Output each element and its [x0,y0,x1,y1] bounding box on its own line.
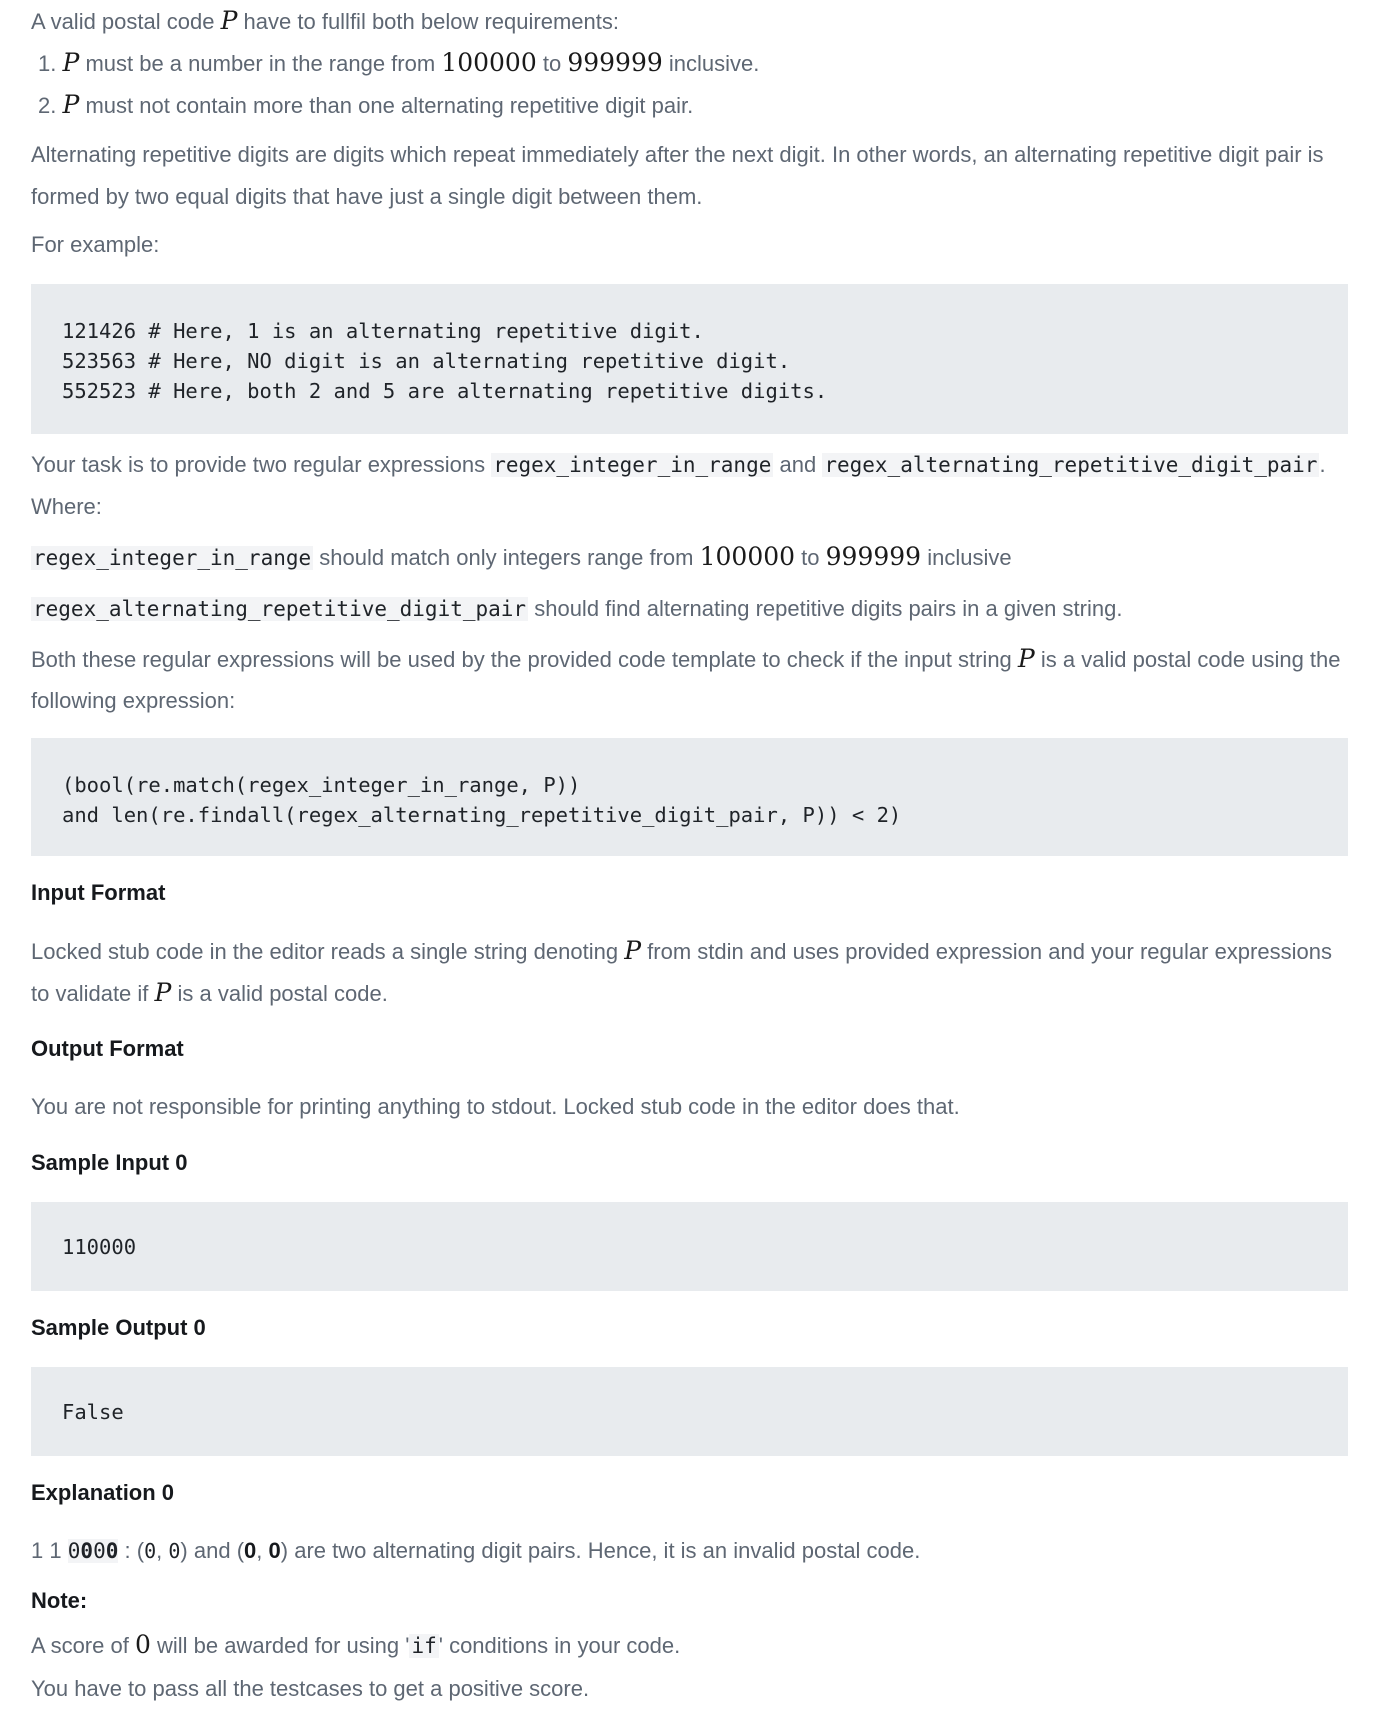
both-text: Both these regular expressions will be used by the provided code template to check if the input string [31,647,1012,672]
requirement-text: must be a number in the range from [85,51,436,76]
input-format-line-1 [31,930,1332,973]
intro-text-tail: have to fullfil both below requirements: [243,9,619,34]
desc-text: to [801,545,820,570]
input-text: Locked stub code in the editor reads a single string denoting [31,939,619,964]
inline-code-regex-range: regex_integer_in_range [33,546,312,570]
code-line: 121426 # Here, 1 is an alternating repetitive digit. [62,319,704,343]
inline-code-regex-range: regex_integer_in_range [493,453,772,477]
note-text: will be awarded for using ' [157,1633,410,1658]
math-upper-bound: 999999 [567,48,663,77]
input-text: to validate if [31,981,149,1006]
note-text: ' conditions in your code. [438,1633,681,1658]
inline-code-regex-pair: regex_alternating_repetitive_digit_pair [824,453,1318,477]
math-var-p: P [220,6,238,35]
input-text: from stdin and uses provided expression and your regular expressions [647,939,1332,964]
list-number: 1. [38,51,57,76]
desc-text: should find alternating repetitive digits pairs in a given string. [534,596,1123,621]
code-line: 523563 # Here, NO digit is an alternating repetitive digit. [62,349,791,373]
digit: 0 [93,1539,106,1563]
where-label: Where: [31,494,102,519]
explanation-line [31,1530,920,1572]
note-line-1 [31,1624,680,1667]
code-line: False [62,1400,124,1424]
math-lower-bound: 100000 [441,48,537,77]
explanation-text: : [124,1538,131,1563]
both-line-2: following expression: [31,688,236,713]
explanation-text: are two alternating digit pairs. Hence, it is an invalid postal code. [294,1538,921,1563]
math-upper-bound: 999999 [825,542,922,571]
math-var-p: P [1017,644,1035,673]
task-text: . [1319,452,1326,477]
explanation-heading: Explanation 0 [31,1480,175,1505]
output-format-heading: Output Format [31,1036,184,1061]
for-example-label: For example: [31,232,160,257]
math-zero: 0 [134,1630,151,1659]
requirement-2 [38,84,693,127]
inline-code-regex-pair: regex_alternating_repetitive_digit_pair [33,597,527,621]
task-text: Your task is to provide two regular expressions [31,452,486,477]
code-line: 552523 # Here, both 2 and 5 are alternating repetitive digits. [62,379,828,403]
intro-line [31,0,619,43]
math-var-p: P [62,90,80,119]
note-text: A score of [31,1633,129,1658]
explanation-text: ) [180,1538,188,1563]
example-code-block [31,284,1348,434]
digit: 1 [49,1538,62,1563]
digit-bold: 0 [80,1539,94,1563]
note-heading: Note: [31,1588,88,1613]
list-number: 2. [38,93,57,118]
digit: 1 [31,1538,44,1563]
math-var-p: P [62,48,80,77]
digit-bold: 0 [105,1539,119,1563]
digit: 0 [67,1539,81,1563]
input-format-heading: Input Format [31,880,166,905]
intro-text: A valid postal code [31,9,215,34]
sample-output-heading: Sample Output 0 [31,1315,206,1340]
requirement-text: inclusive. [668,51,760,76]
digit-bold: 0 [268,1538,281,1563]
explanation-text: and [193,1538,231,1563]
math-var-p: P [624,936,642,965]
highlighted-digits [68,1539,119,1563]
both-line-1 [31,638,1341,681]
both-text: is a valid postal code using the [1040,647,1341,672]
digit: 0 [144,1539,157,1563]
desc-text: inclusive [927,545,1012,570]
math-var-p: P [154,978,172,1007]
math-lower-bound: 100000 [699,542,796,571]
task-line [31,444,1326,486]
output-format-text: You are not responsible for printing anything to stdout. Locked stub code in the editor does that. [31,1094,960,1119]
input-format-line-2 [31,972,388,1015]
sample-input-code-block [31,1202,1348,1291]
code-line: 110000 [62,1235,137,1259]
sample-input-heading: Sample Input 0 [31,1150,188,1175]
regex-range-description [31,536,1012,579]
explanation-text: ) [280,1538,289,1563]
requirement-text: to [542,51,562,76]
code-line: and len(re.findall(regex_alternating_repetitive_digit_pair, P)) < 2) [62,803,902,827]
digit-bold: 0 [244,1538,257,1563]
requirement-1 [38,42,759,85]
digit: 0 [168,1539,181,1563]
explanation-text: , [256,1538,263,1563]
task-text: and [779,452,817,477]
definition-line-1: Alternating repetitive digits are digits which repeat immediately after the next digit. In other words, an alternating repetitive digit pair is [31,142,1324,167]
input-text: is a valid postal code. [177,981,388,1006]
sample-output-code-block [31,1367,1348,1456]
code-line: (bool(re.match(regex_integer_in_range, P)) [62,773,581,797]
regex-pair-description [31,588,1122,630]
requirement-text: must not contain more than one alternating repetitive digit pair. [85,93,694,118]
explanation-text: , [156,1538,163,1563]
desc-text: should match only integers range from [319,545,694,570]
explanation-text: ( [236,1538,245,1563]
inline-code-if: if [411,1634,437,1658]
definition-line-2: formed by two equal digits that have just a single digit between them. [31,184,703,209]
note-line-2: You have to pass all the testcases to get a positive score. [31,1676,590,1701]
expression-code-block [31,738,1348,856]
explanation-text: ( [136,1538,145,1563]
